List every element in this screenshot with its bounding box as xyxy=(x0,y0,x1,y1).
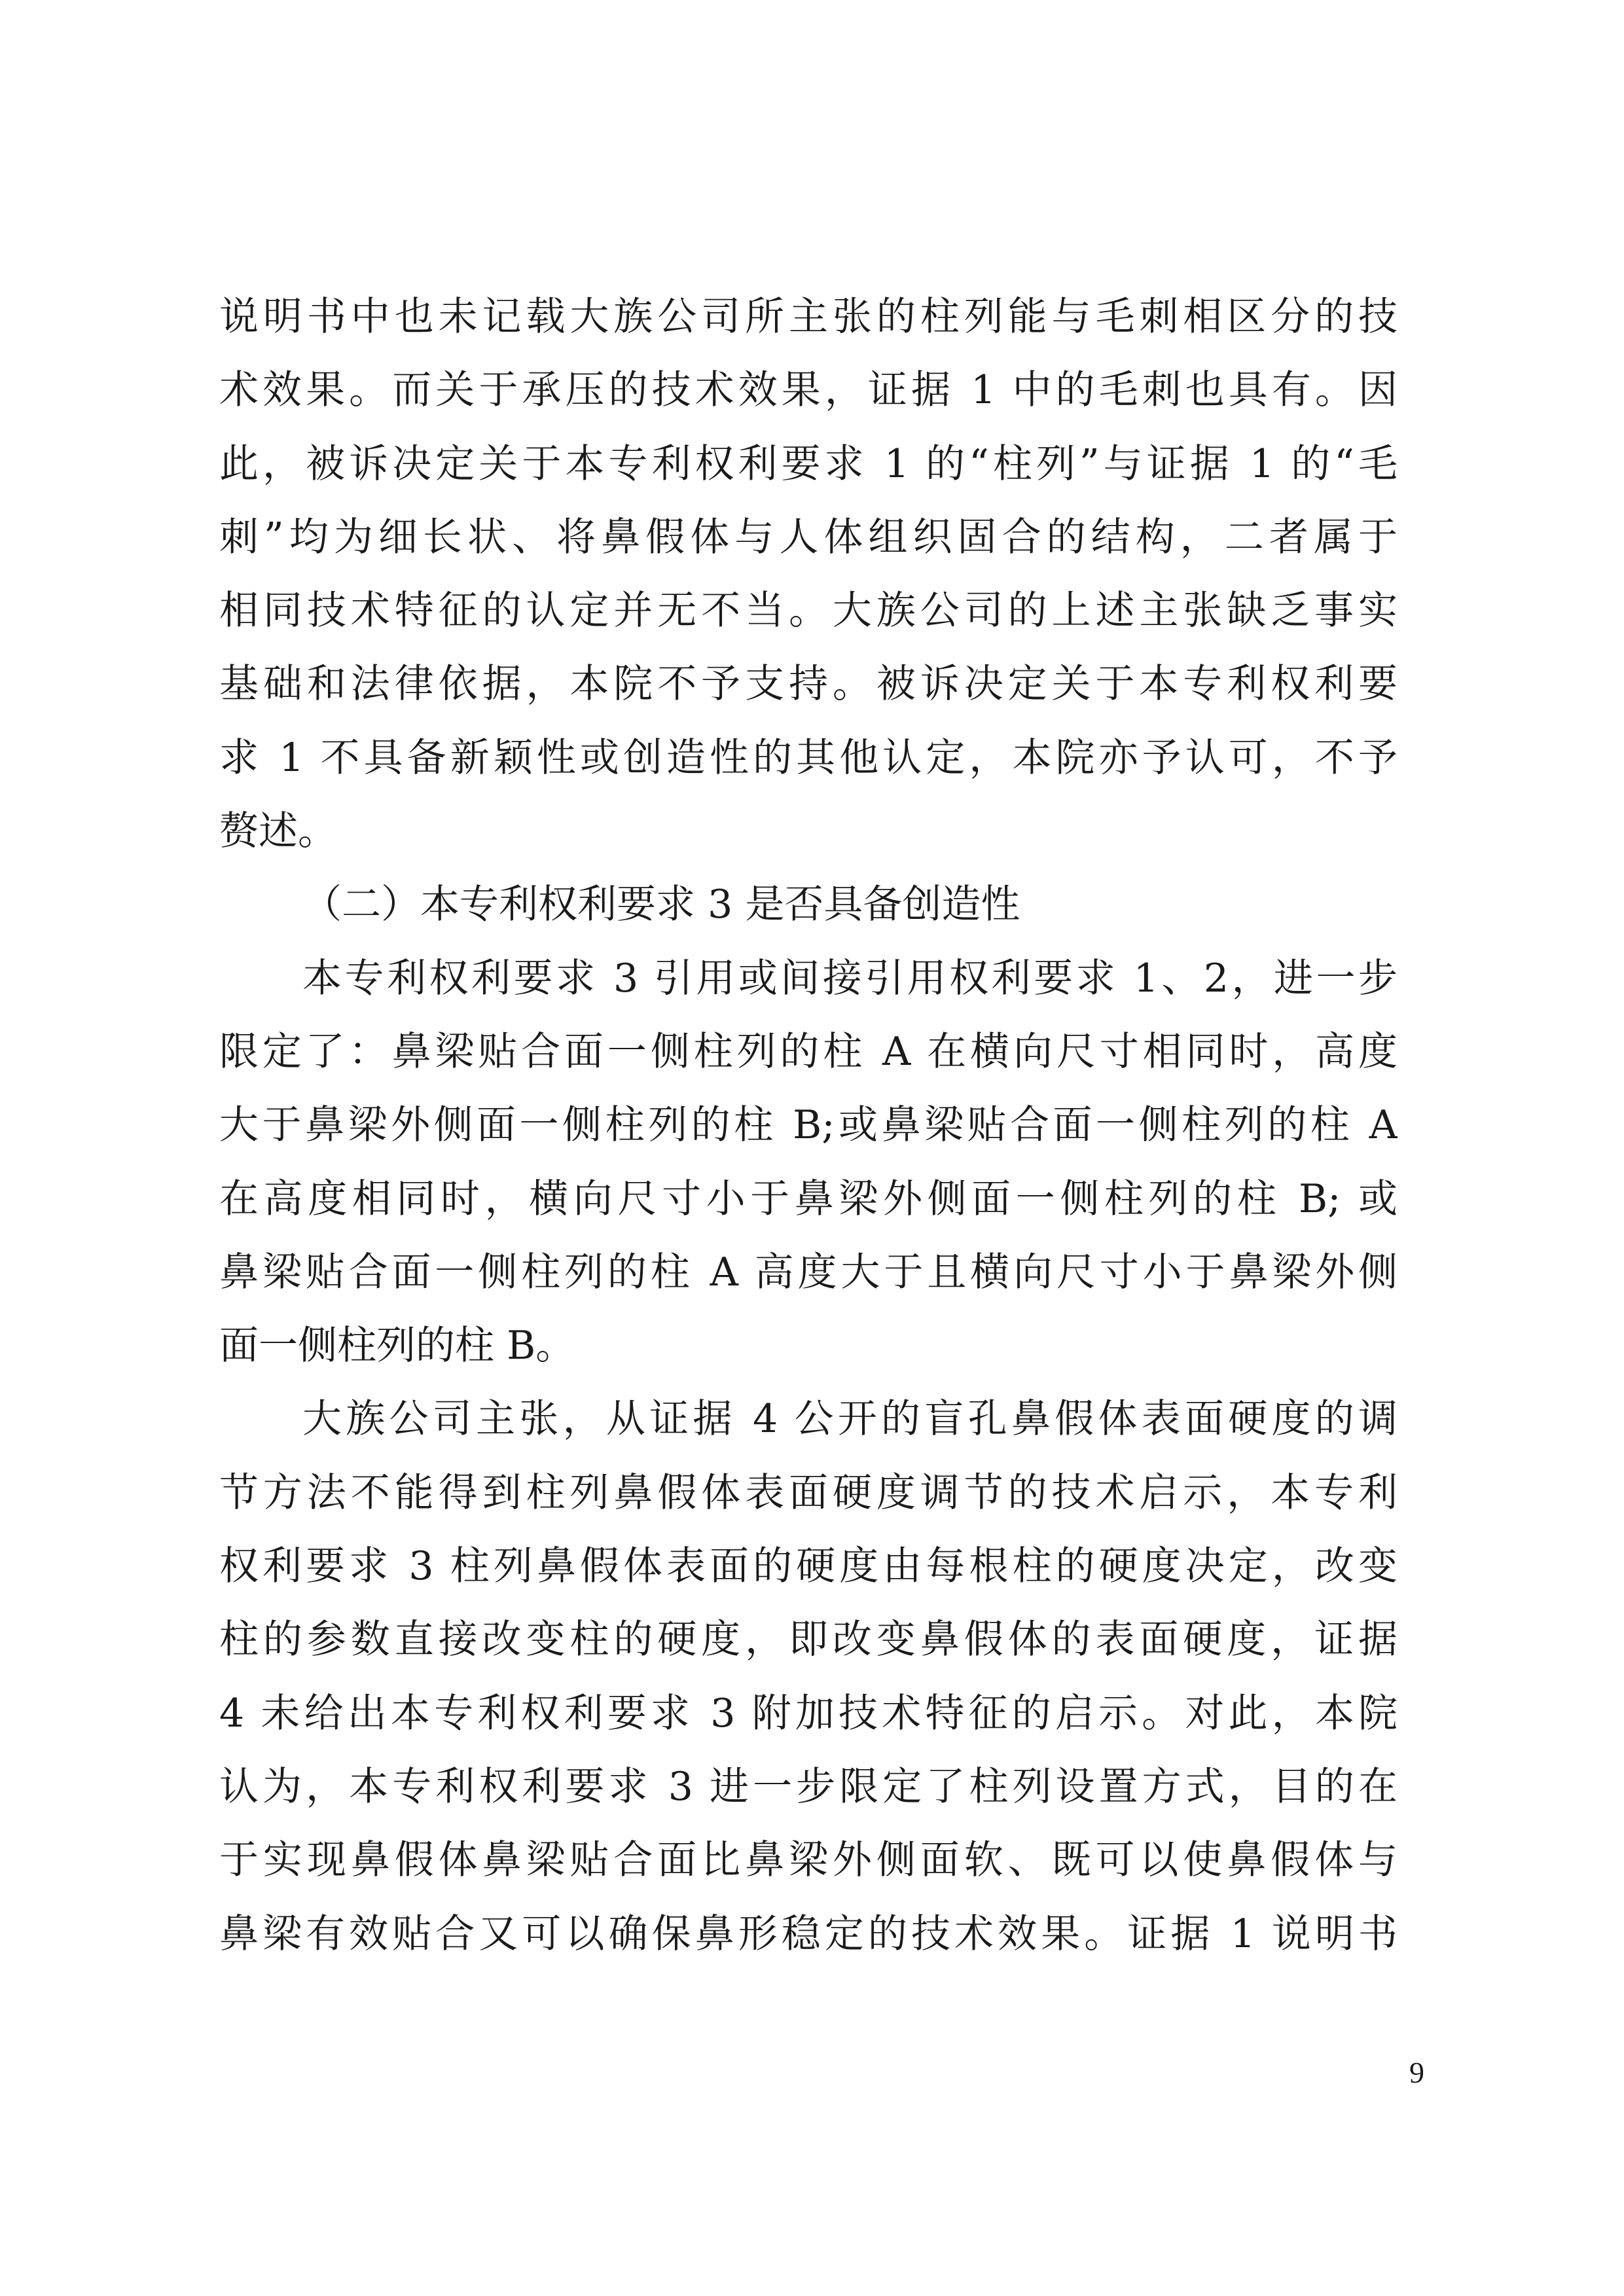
text-line: 刺”均为细长状、将鼻假体与人体组织固合的结构，二者属于 xyxy=(219,514,1398,560)
text-line: 说明书中也未记载大族公司所主张的柱列能与毛刺相区分的技 xyxy=(219,294,1398,340)
text-line: 在高度相同时，横向尺寸小于鼻梁外侧面一侧柱列的柱 B; 或 xyxy=(219,1175,1398,1222)
text-line: 柱的参数直接改变柱的硬度，即改变鼻假体的表面硬度，证据 xyxy=(219,1617,1398,1663)
text-line: 限定了：鼻梁贴合面一侧柱列的柱 A 在横向尺寸相同时，高度 xyxy=(219,1028,1398,1075)
text-line: 大于鼻梁外侧面一侧柱列的柱 B;或鼻梁贴合面一侧柱列的柱 A xyxy=(219,1102,1398,1149)
text-line: 4 未给出本专利权利要求 3 附加技术特征的启示。对此，本院 xyxy=(219,1690,1398,1736)
text-line: 术效果。而关于承压的技术效果，证据 1 中的毛刺也具有。因 xyxy=(219,367,1398,414)
text-line: 此，被诉决定关于本专利权利要求 1 的“柱列”与证据 1 的“毛 xyxy=(219,440,1398,487)
text-line: 认为，本专利权利要求 3 进一步限定了柱列设置方式，目的在 xyxy=(219,1763,1398,1810)
text-line: 于实现鼻假体鼻梁贴合面比鼻梁外侧面软、既可以使鼻假体与 xyxy=(219,1837,1398,1884)
text-line: 基础和法律依据，本院不予支持。被诉决定关于本专利权利要 xyxy=(219,661,1398,708)
text-line: 大族公司主张，从证据 4 公开的盲孔鼻假体表面硬度的调 xyxy=(302,1396,1398,1443)
text-line: 鼻梁有效贴合又可以确保鼻形稳定的技术效果。证据 1 说明书 xyxy=(219,1910,1398,1957)
text-line: 面一侧柱列的柱 B。 xyxy=(219,1323,575,1369)
body-text xyxy=(219,280,1398,1971)
text-line: 权利要求 3 柱列鼻假体表面的硬度由每根柱的硬度决定，改变 xyxy=(219,1543,1398,1590)
text-line: 本专利权利要求 3 引用或间接引用权利要求 1、2，进一步 xyxy=(302,955,1398,1001)
text-line: 求 1 不具备新颖性或创造性的其他认定，本院亦予认可，不予 xyxy=(219,734,1398,781)
section-heading: （二）本专利权利要求 3 是否具备创造性 xyxy=(302,882,1020,928)
text-line: 鼻梁贴合面一侧柱列的柱 A 高度大于且横向尺寸小于鼻梁外侧 xyxy=(219,1249,1398,1295)
page-number: 9 xyxy=(1409,2056,1424,2089)
text-line: 相同技术特征的认定并无不当。大族公司的上述主张缺乏事实 xyxy=(219,588,1398,634)
text-line: 赘述。 xyxy=(219,808,337,855)
text-line: 节方法不能得到柱列鼻假体表面硬度调节的技术启示，本专利 xyxy=(219,1469,1398,1516)
